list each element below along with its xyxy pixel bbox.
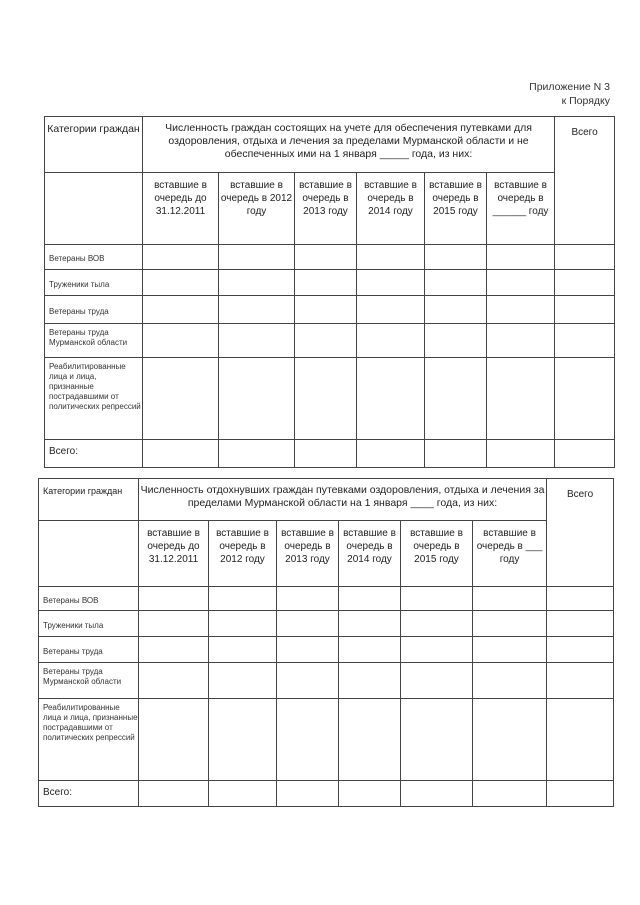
table-row (45, 324, 615, 358)
empty-cell (45, 173, 143, 245)
subheader-cell: вставшие в очередь в ___ году (473, 521, 547, 587)
subheader-cell: вставшие в очередь в 2013 году (277, 521, 339, 587)
data-cell[interactable] (555, 440, 615, 468)
row-label: Ветераны труда (39, 637, 139, 663)
category-header: Категории граждан (39, 479, 139, 521)
data-cell[interactable] (139, 663, 209, 699)
data-cell[interactable] (219, 440, 295, 468)
table-row (45, 270, 615, 296)
data-cell[interactable] (277, 663, 339, 699)
data-cell[interactable] (357, 245, 425, 270)
data-cell[interactable] (357, 358, 425, 440)
appendix-note (529, 80, 610, 108)
data-cell[interactable] (473, 663, 547, 699)
row-label: Ветераны труда Мурманской области (39, 663, 139, 699)
data-cell[interactable] (277, 699, 339, 781)
data-cell[interactable] (219, 324, 295, 358)
data-cell[interactable] (425, 270, 487, 296)
main-header: Численность отдохнувших граждан путевками оздоровления, отдыха и лечения за пределами Мурманской области на 1 января ____ года, из них: (139, 479, 547, 521)
data-cell[interactable] (555, 324, 615, 358)
data-cell[interactable] (219, 245, 295, 270)
subheader-cell: вставшие в очередь в 2015 году (401, 521, 473, 587)
data-cell[interactable] (143, 270, 219, 296)
data-cell[interactable] (401, 587, 473, 611)
total-header: Всего (547, 479, 614, 587)
category-header: Категории граждан (45, 117, 143, 173)
data-cell[interactable] (357, 324, 425, 358)
data-cell[interactable] (339, 663, 401, 699)
data-cell[interactable] (209, 587, 277, 611)
subheader-cell: вставшие в очередь в 2015 году (425, 173, 487, 245)
table-row (39, 663, 614, 699)
data-cell[interactable] (295, 358, 357, 440)
row-label: Труженики тыла (39, 611, 139, 637)
data-cell[interactable] (473, 637, 547, 663)
data-cell[interactable] (295, 245, 357, 270)
data-cell[interactable] (425, 245, 487, 270)
data-cell[interactable] (487, 358, 555, 440)
data-cell[interactable] (139, 637, 209, 663)
data-cell[interactable] (425, 296, 487, 324)
data-cell[interactable] (547, 637, 614, 663)
data-cell[interactable] (547, 781, 614, 807)
data-cell[interactable] (143, 358, 219, 440)
table-row (45, 296, 615, 324)
data-cell[interactable] (339, 781, 401, 807)
subheader-cell: вставшие в очередь в 2012 году (219, 173, 295, 245)
total-header: Всего (555, 117, 615, 245)
data-cell[interactable] (547, 699, 614, 781)
table-row (39, 637, 614, 663)
data-cell[interactable] (473, 781, 547, 807)
data-cell[interactable] (547, 663, 614, 699)
data-cell[interactable] (143, 440, 219, 468)
data-cell[interactable] (555, 270, 615, 296)
data-cell[interactable] (401, 637, 473, 663)
data-cell[interactable] (209, 611, 277, 637)
row-label: Ветераны ВОВ (39, 587, 139, 611)
row-label: Реабилитированные лица и лица, признанные пострадавшими от политических репрессий (39, 699, 139, 781)
data-cell[interactable] (339, 587, 401, 611)
table-row (39, 611, 614, 637)
data-cell[interactable] (209, 781, 277, 807)
data-cell[interactable] (555, 296, 615, 324)
data-cell[interactable] (339, 699, 401, 781)
data-cell[interactable] (277, 781, 339, 807)
data-cell[interactable] (339, 611, 401, 637)
data-cell[interactable] (143, 245, 219, 270)
subheader-cell: вставшие в очередь в 2013 году (295, 173, 357, 245)
rested-table (38, 478, 614, 807)
data-cell[interactable] (401, 663, 473, 699)
table-row (45, 358, 615, 440)
data-cell[interactable] (487, 324, 555, 358)
data-cell[interactable] (487, 270, 555, 296)
row-label: Ветераны труда (45, 296, 143, 324)
data-cell[interactable] (425, 358, 487, 440)
data-cell[interactable] (139, 611, 209, 637)
subheader-cell: вставшие в очередь в ______ году (487, 173, 555, 245)
subheader-cell: вставшие в очередь до 31.12.2011 (139, 521, 209, 587)
data-cell[interactable] (425, 324, 487, 358)
data-cell[interactable] (139, 699, 209, 781)
total-row (39, 781, 614, 807)
empty-cell (39, 521, 139, 587)
subheader-cell: вставшие в очередь в 2014 году (357, 173, 425, 245)
data-cell[interactable] (401, 611, 473, 637)
main-header: Численность граждан состоящих на учете для обеспечения путевками для оздоровления, отдыха и лечения за пределами Мурманской области и не обеспеченных ими на 1 января _____ года, из них: (143, 117, 555, 173)
data-cell[interactable] (143, 324, 219, 358)
data-cell[interactable] (401, 781, 473, 807)
data-cell[interactable] (277, 611, 339, 637)
data-cell[interactable] (209, 663, 277, 699)
subheader-cell: вставшие в очередь в 2014 году (339, 521, 401, 587)
total-label: Всего: (39, 781, 139, 807)
row-label: Труженики тыла (45, 270, 143, 296)
table-row (39, 587, 614, 611)
row-label: Реабилитированные лица и лица, признанные пострадавшими от политических репрессий (45, 358, 143, 440)
data-cell[interactable] (401, 699, 473, 781)
subheader-cell: вставшие в очередь в 2012 году (209, 521, 277, 587)
total-label: Всего: (45, 440, 143, 468)
data-cell[interactable] (277, 637, 339, 663)
appendix-number: Приложение N 3 (529, 81, 610, 93)
table-row (39, 699, 614, 781)
data-cell[interactable] (547, 611, 614, 637)
data-cell[interactable] (139, 781, 209, 807)
data-cell[interactable] (357, 440, 425, 468)
row-label: Ветераны ВОВ (45, 245, 143, 270)
data-cell[interactable] (473, 699, 547, 781)
data-cell[interactable] (555, 358, 615, 440)
data-cell[interactable] (339, 637, 401, 663)
data-cell[interactable] (209, 699, 277, 781)
data-cell[interactable] (357, 296, 425, 324)
data-cell[interactable] (555, 245, 615, 270)
data-cell[interactable] (143, 296, 219, 324)
data-cell[interactable] (295, 270, 357, 296)
data-cell[interactable] (487, 440, 555, 468)
appendix-ref: к Порядку (561, 95, 610, 107)
data-cell[interactable] (357, 270, 425, 296)
data-cell[interactable] (487, 245, 555, 270)
data-cell[interactable] (295, 296, 357, 324)
data-cell[interactable] (209, 637, 277, 663)
data-cell[interactable] (473, 611, 547, 637)
data-cell[interactable] (473, 587, 547, 611)
total-row (45, 440, 615, 468)
queue-table (44, 116, 615, 468)
data-cell[interactable] (487, 296, 555, 324)
data-cell[interactable] (139, 587, 209, 611)
subheader-cell: вставшие в очередь до 31.12.2011 (143, 173, 219, 245)
data-cell[interactable] (219, 270, 295, 296)
data-cell[interactable] (295, 440, 357, 468)
data-cell[interactable] (425, 440, 487, 468)
table-row (45, 245, 615, 270)
data-cell[interactable] (219, 358, 295, 440)
data-cell[interactable] (547, 587, 614, 611)
row-label: Ветераны труда Мурманской области (45, 324, 143, 358)
data-cell[interactable] (277, 587, 339, 611)
data-cell[interactable] (295, 324, 357, 358)
data-cell[interactable] (219, 296, 295, 324)
